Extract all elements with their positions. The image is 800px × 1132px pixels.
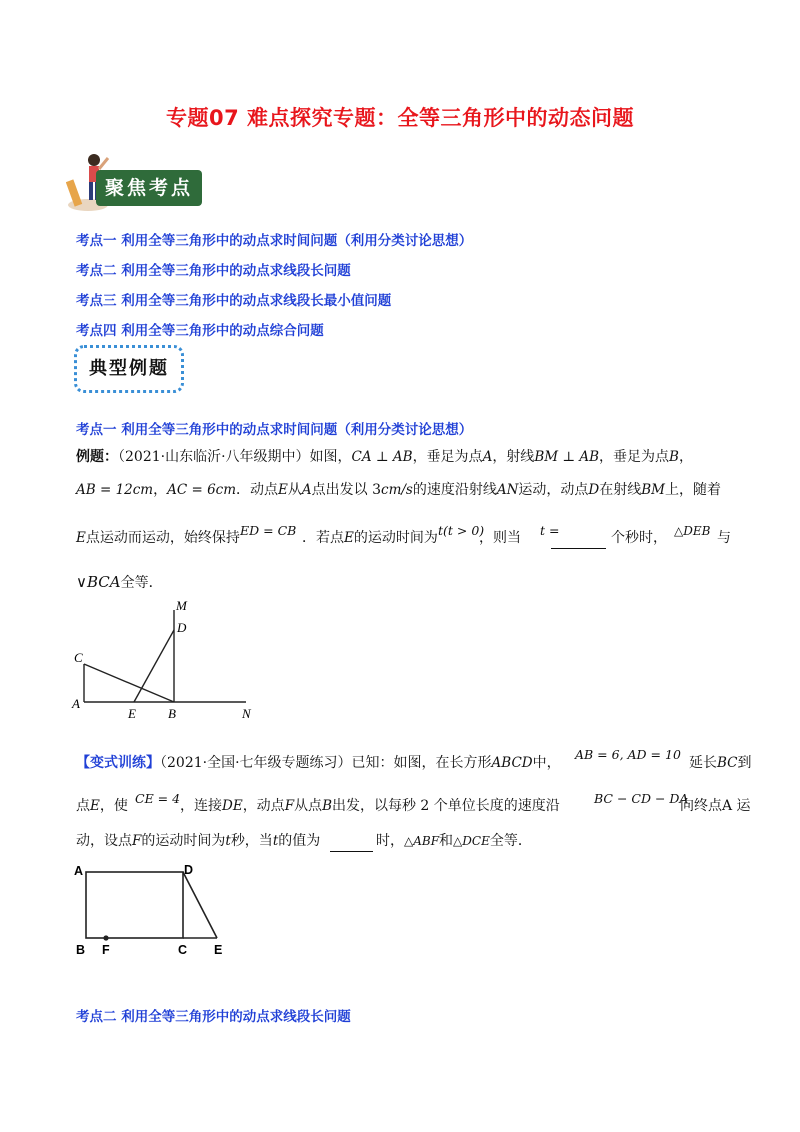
rectangle-abcd — [86, 872, 183, 938]
variant-ce: CE = 4 — [135, 791, 181, 806]
segment-ed — [134, 630, 174, 702]
page-title: 专题07 难点探究专题：全等三角形中的动态问题 — [165, 106, 635, 130]
point-f — [103, 935, 108, 940]
segment-de — [183, 872, 217, 938]
label-d2: D — [184, 863, 194, 877]
variant-line-2b: ，连接DE，动点F从点B出发，以每秒 2 个单位长度的速度沿 — [180, 798, 560, 814]
variant-answer-blank[interactable] — [330, 837, 373, 852]
toc-item-4[interactable]: 考点四 利用全等三角形中的动点综合问题 — [76, 323, 324, 339]
variant-line-1a: 【变式训练】（2021·全国·七年级专题练习）已知：如图，在长方形ABCD中， — [76, 755, 561, 771]
label-a2: A — [74, 864, 84, 878]
label-e2: E — [214, 943, 223, 957]
label-n: N — [242, 706, 251, 721]
example-line-2: AB = 12cm，AC = 6cm．动点E从A点出发以 3cm/s的速度沿射线AN运动，动点D在射线BM上，随着 — [76, 482, 721, 498]
toc-item-2[interactable]: 考点二 利用全等三角形中的动点求线段长问题 — [76, 263, 351, 279]
example-line-3: E点运动而运动，始终保持 — [76, 530, 240, 546]
variant-line-2a: 点E，使 — [76, 798, 128, 814]
label-d: D — [177, 620, 187, 635]
variant-line-2c: 向终点A 运 — [680, 798, 751, 814]
example-line-3d: 个秒时， — [611, 530, 667, 546]
label-f2: F — [102, 943, 110, 957]
example-line-3c: ，则当 — [479, 530, 521, 546]
example-line-3b: ．若点E的运动时间为 — [302, 530, 438, 546]
examples-badge-label: 典型例题 — [89, 358, 169, 379]
focus-badge — [96, 170, 202, 206]
examples-badge — [74, 345, 184, 393]
example-eq-ed-cb: ED = CB — [240, 523, 297, 538]
example-line-4: ∨BCA全等． — [76, 573, 163, 591]
label-c: C — [74, 650, 83, 665]
toc-item-1[interactable]: 考点一 利用全等三角形中的动点求时间问题（利用分类讨论思想） — [76, 233, 473, 249]
label-c2: C — [178, 943, 188, 957]
example-with: 与 — [717, 530, 731, 546]
toc-item-3[interactable]: 考点三 利用全等三角形中的动点求线段长最小值问题 — [76, 293, 392, 309]
label-b: B — [168, 706, 176, 721]
label-e: E — [128, 706, 136, 721]
segment-cb — [84, 664, 174, 702]
example-triangle-deb: △DEB — [674, 524, 711, 538]
variant-ab-ad: AB = 6, AD = 10 — [575, 747, 681, 762]
section2-heading: 考点二 利用全等三角形中的动点求线段长问题 — [76, 1009, 351, 1025]
focus-badge-label: 聚焦考点 — [104, 177, 193, 199]
example-time-var: t(t > 0) — [438, 523, 485, 538]
label-m: M — [176, 598, 187, 613]
example-line-1: 例题：（2021·山东临沂·八年级期中）如图，CA ⊥ AB，垂足为点A，射线BM ⊥ AB，垂足为点B， — [76, 449, 693, 465]
example-figure — [68, 598, 268, 724]
example-answer-blank[interactable] — [551, 534, 606, 549]
variant-line-1b: 延长BC到 — [689, 755, 752, 771]
label-a: A — [72, 696, 80, 711]
label-b2: B — [76, 943, 86, 957]
variant-figure — [70, 858, 240, 964]
variant-line-3b: 时，△ABF和△DCE全等． — [376, 833, 532, 849]
variant-path: BC − CD − DA — [594, 791, 689, 806]
variant-line-3a: 动，设点F的运动时间为t秒，当t的值为 — [76, 833, 321, 849]
section1-heading: 考点一 利用全等三角形中的动点求时间问题（利用分类讨论思想） — [76, 422, 473, 438]
example-t-eq: t = — [540, 523, 560, 538]
